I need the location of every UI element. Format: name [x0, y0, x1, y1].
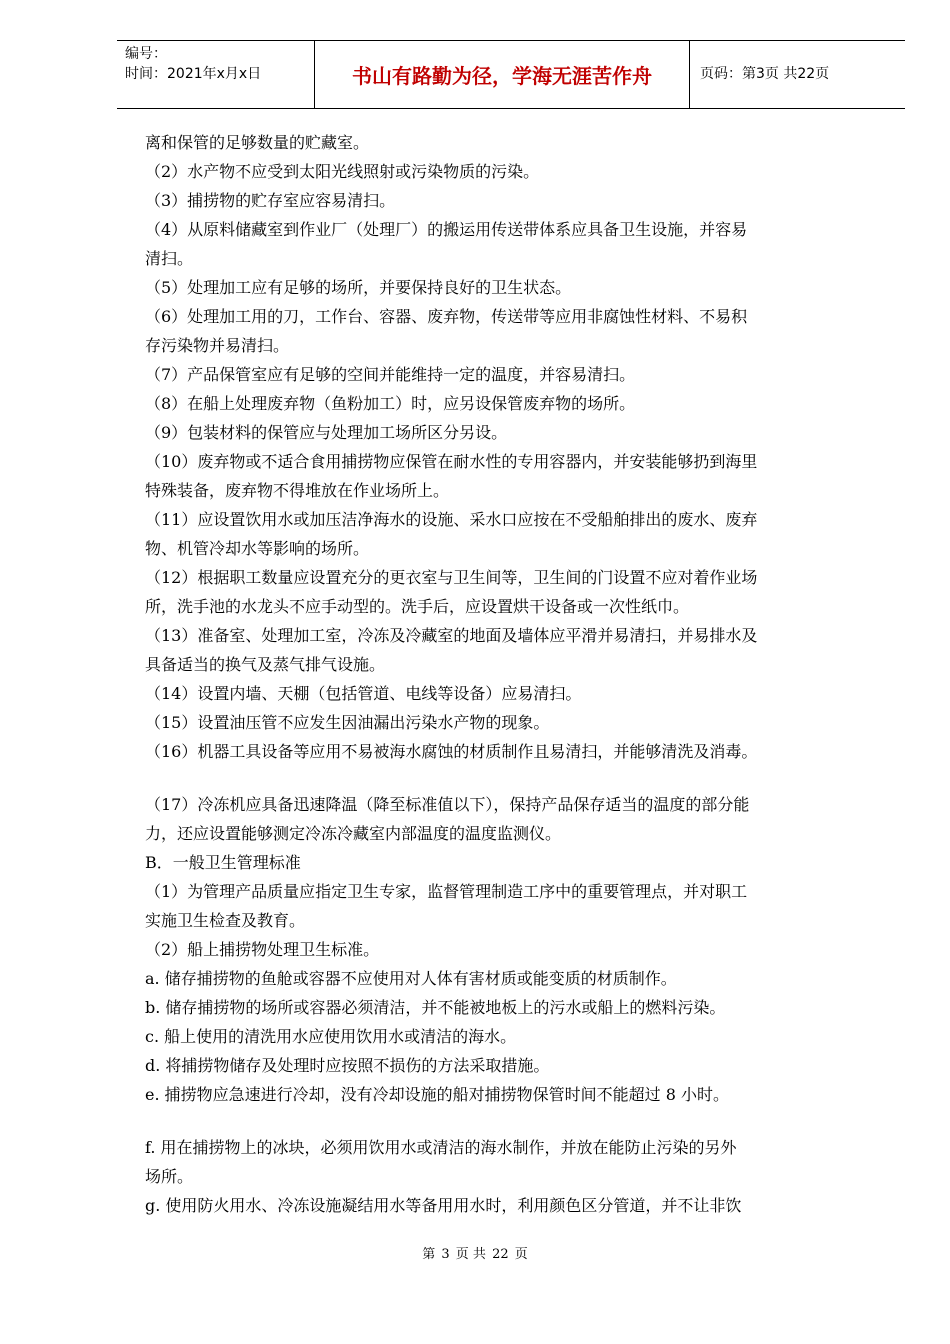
text-line: g. 使用防火用水、冷冻设施凝结用水等备用用水时，利用颜色区分管道，并不让非饮	[145, 1196, 742, 1215]
footer-prefix: 第	[422, 1247, 436, 1262]
text-line: d. 将捕捞物储存及处理时应按照不损伤的方法采取措施。	[145, 1056, 550, 1075]
text-line: 力，还应设置能够测定冷冻冷藏室内部温度的温度监测仪。	[145, 824, 562, 843]
header-motto-cell	[314, 41, 690, 108]
text-line: （3）捕捞物的贮存室应容易清扫。	[145, 191, 396, 210]
text-line: b. 储存捕捞物的场所或容器必须清洁，并不能被地板上的污水或船上的燃料污染。	[145, 998, 726, 1017]
text-line: （12）根据职工数量应设置充分的更衣室与卫生间等，卫生间的门设置不应对着作业场	[145, 568, 758, 587]
footer-page-number: 3	[441, 1247, 450, 1262]
text-line: （11）应设置饮用水或加压洁净海水的设施、采水口应按在不受船舶排出的废水、废弃	[145, 510, 758, 529]
text-line: 物、机管冷却水等影响的场所。	[145, 539, 370, 558]
text-line: 离和保管的足够数量的贮藏室。	[145, 133, 370, 152]
header-page-cell	[690, 41, 905, 108]
header-motto: 书山有路勤为径，学海无涯苦作舟	[352, 64, 652, 88]
text-line: （8）在船上处理废弃物（鱼粉加工）时，应另设保管废弃物的场所。	[145, 394, 636, 413]
text-line: c. 船上使用的清洗用水应使用饮用水或清洁的海水。	[145, 1027, 517, 1046]
text-line: （5）处理加工应有足够的场所，并要保持良好的卫生状态。	[145, 278, 572, 297]
text-line	[145, 766, 875, 790]
text-line: 场所。	[145, 1167, 194, 1186]
text-line: 特殊装备，废弃物不得堆放在作业场所上。	[145, 481, 450, 500]
page-footer	[0, 1246, 950, 1264]
text-line: a. 储存捕捞物的鱼舱或容器不应使用对人体有害材质或能变质的材质制作。	[145, 969, 677, 988]
text-line: （6）处理加工用的刀，工作台、容器、废弃物，传送带等应用非腐蚀性材料、不易积	[145, 307, 748, 326]
text-line: （14）设置内墙、天棚（包括管道、电线等设备）应易清扫。	[145, 684, 582, 703]
text-line: e. 捕捞物应急速进行冷却，没有冷却设施的船对捕捞物保管时间不能超过 8 小时。	[145, 1085, 729, 1104]
text-line: （7）产品保管室应有足够的空间并能维持一定的温度，并容易清扫。	[145, 365, 636, 384]
text-line: （13）准备室、处理加工室，冷冻及冷藏室的地面及墙体应平滑并易清扫，并易排水及	[145, 626, 758, 645]
text-line: 所，洗手池的水龙头不应手动型的。洗手后，应设置烘干设备或一次性纸巾。	[145, 597, 690, 616]
text-line: （9）包装材料的保管应与处理加工场所区分另设。	[145, 423, 508, 442]
footer-suffix: 页	[514, 1247, 528, 1262]
footer-middle: 页 共	[455, 1247, 486, 1262]
text-line: （15）设置油压管不应发生因油漏出污染水产物的现象。	[145, 713, 550, 732]
text-line: 清扫。	[145, 249, 194, 268]
text-line: 存污染物并易清扫。	[145, 336, 290, 355]
text-line: f. 用在捕捞物上的冰块，必须用饮用水或清洁的海水制作，并放在能防止污染的另外	[145, 1138, 737, 1157]
text-line: （4）从原料储藏室到作业厂（处理厂）的搬运用传送带体系应具备卫生设施，并容易	[145, 220, 748, 239]
header-page-number: 页码：第3页 共22页	[700, 66, 830, 82]
text-line: （1）为管理产品质量应指定卫生专家，监督管理制造工序中的重要管理点，并对职工	[145, 882, 748, 901]
text-line	[145, 1109, 875, 1133]
text-line: （2）水产物不应受到太阳光线照射或污染物质的污染。	[145, 162, 540, 181]
text-line: （17）冷冻机应具备迅速降温（降至标准值以下），保持产品保存适当的温度的部分能	[145, 795, 750, 814]
page-header	[117, 40, 905, 109]
text-line: 实施卫生检查及教育。	[145, 911, 306, 930]
document-body	[145, 128, 875, 1220]
text-line: B．一般卫生管理标准	[145, 853, 301, 872]
document-number-label: 编号：	[125, 46, 167, 62]
text-line: 具备适当的换气及蒸气排气设施。	[145, 655, 386, 674]
text-line: （2）船上捕捞物处理卫生标准。	[145, 940, 380, 959]
text-line: （16）机器工具设备等应用不易被海水腐蚀的材质制作且易清扫，并能够清洗及消毒。	[145, 742, 758, 761]
footer-total-pages: 22	[492, 1247, 509, 1262]
header-meta-cell	[117, 41, 314, 108]
text-line: （10）废弃物或不适合食用捕捞物应保管在耐水性的专用容器内，并安装能够扔到海里	[145, 452, 758, 471]
document-time-label: 时间：2021年x月x日	[125, 66, 262, 82]
